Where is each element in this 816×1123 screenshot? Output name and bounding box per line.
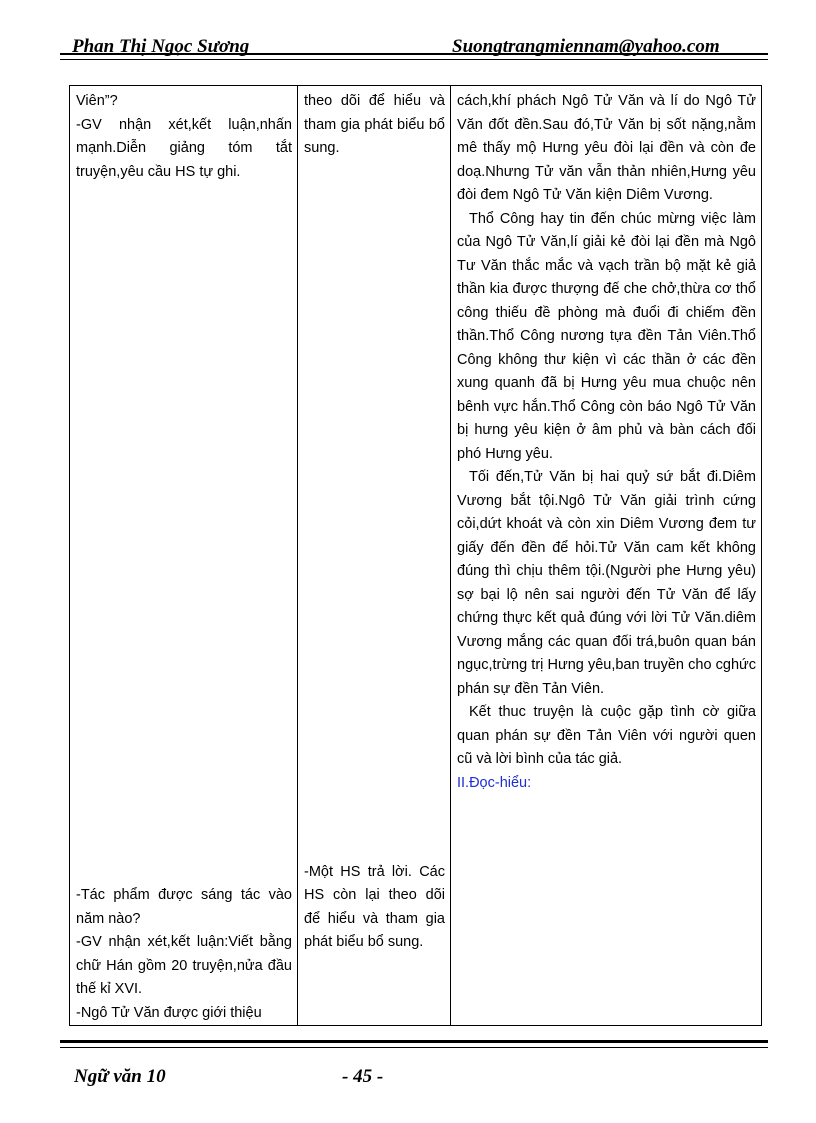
table-row <box>70 86 762 1026</box>
footer-rule <box>60 1040 768 1048</box>
content-paragraph: cách,khí phách Ngô Tử Văn và lí do Ngô Tử Văn đốt đền.Sau đó,Tử Văn bị sốt nặng,nằm mê thấy mộ Hưng yêu đòi lại đền và còn đe doạ.Nhưng Tử văn vẫn thản nhiên,Hưng yêu đòi đem Ngô Tử Văn kiện Diêm Vương. <box>457 93 756 203</box>
content-paragraph: Tối đến,Tử Văn bị hai quỷ sứ bắt đi.Diêm Vương bắt tội.Ngô Tử Văn giải trình cứng cỏi,dứt khoát và còn xin Diêm Vương đem tư giấy đến đền để hỏi.Tử Văn cam kết không đúng thì chịu thêm tội.(Người phe Hưng yêu) sợ bại lộ nên sai người đến Tử Văn để lấy chứng thực kết quả đúng với lời Tử Văn.diêm Vương mắng các quan đối trá,buôn quan bán ngục,trừng trị Hưng yêu,ban truyền cho cghức phán sự đền Tản Viên. <box>457 469 756 697</box>
teacher-text: -Tác phẩm được sáng tác vào năm nào? <box>76 887 292 927</box>
content-cell <box>451 86 762 1026</box>
section-heading: II.Đọc-hiểu: <box>457 774 532 791</box>
footer-book-title: Ngữ văn 10 <box>74 1066 166 1087</box>
lesson-table <box>69 85 762 1026</box>
header-rule <box>60 53 768 60</box>
student-activity-cell <box>298 86 451 1026</box>
spacer <box>304 161 445 861</box>
page-number: - 45 - <box>342 1066 384 1087</box>
content-paragraph: Thổ Công hay tin đến chúc mừng việc làm của Ngô Tử Văn,lí giải kẻ đòi lại đền mà Ngô Tư Văn thắc mắc và vạch trần bộ mặt kẻ giả thần kia được thượng đế che chở,thừa cơ thổ công thiếu đề phòng mà đuổi đi chiếm đền thần.Thổ Công nương tựa đền Tản Viên.Thổ Công không thư kiện vì các thần ở các đền xung quanh đã bị Hưng yêu mua chuộc nên bênh vực hắn.Thổ Công còn báo Ngô Tử Văn bị hưng yêu kiện ở âm phủ và bàn cách đối phó Hưng yêu. <box>457 210 756 462</box>
page-header <box>60 34 768 60</box>
teacher-text: -GV nhận xét,kết luận,nhấn mạnh.Diễn giảng tóm tắt truyện,yêu cầu HS tự ghi. <box>76 116 292 180</box>
teacher-text: -GV nhận xét,kết luận:Viết bằng chữ Hán gồm 20 truyện,nửa đầu thế kỉ XVI. <box>76 934 292 997</box>
header-email: Suongtrangmiennam@yahoo.com <box>452 36 720 57</box>
content-paragraph: Kết thuc truyện là cuộc gặp tình cờ giữa quan phán sự đền Tản Viên với người quen cũ và lời bình của tác giả. <box>457 704 756 767</box>
spacer <box>76 184 292 884</box>
teacher-text: Viên”? <box>76 93 118 109</box>
page-footer <box>60 1040 768 1087</box>
header-author: Phan Thị Ngọc Sương <box>72 36 250 57</box>
teacher-activity-cell <box>70 86 298 1026</box>
student-text: theo dõi để hiểu và tham gia phát biểu bổ sung. <box>304 93 445 156</box>
teacher-text: -Ngô Tử Văn được giới thiệu <box>76 1004 262 1021</box>
student-text: -Một HS trả lời. Các HS còn lại theo dõi để hiểu và tham gia phát biểu bổ sung. <box>304 863 445 950</box>
